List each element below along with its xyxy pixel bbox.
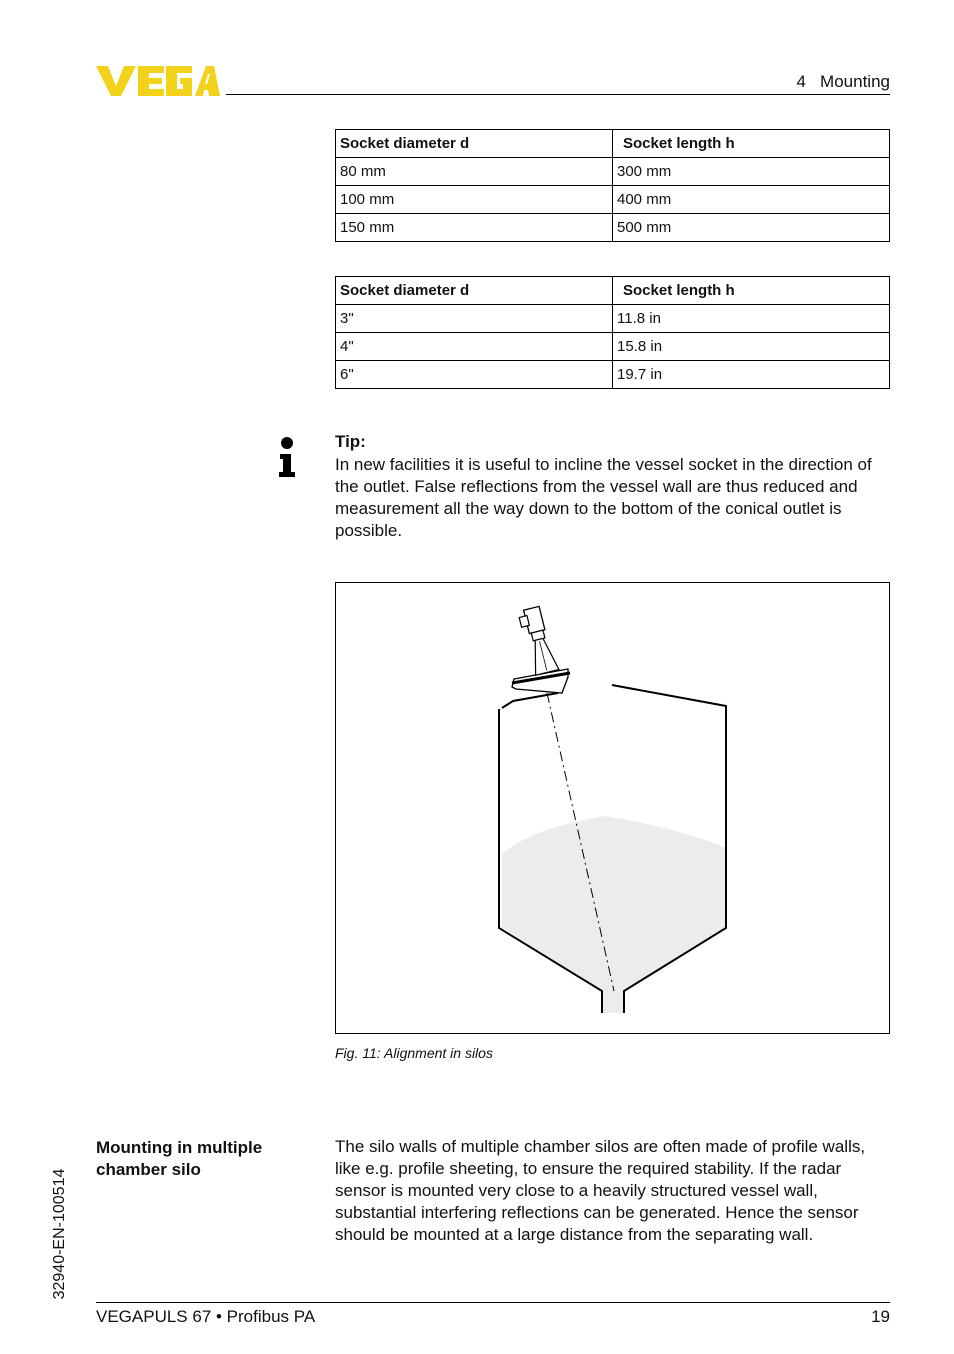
radar-sensor [518,605,559,675]
table-row [336,158,890,186]
table-cell: 19.7 in [613,361,890,389]
page-number: 19 [871,1307,890,1326]
figure-caption: Fig. 11: Alignment in silos [335,1045,493,1061]
silo-figure [335,582,890,1034]
table-cell: 4" [336,333,613,361]
tip-text: In new facilities it is useful to incline the vessel socket in the direction of the outlet. False reflections from the vessel wall are thus reduced and measurement all the way down to the bottom of the conical outlet is possible. [335,455,872,540]
table-header: Socket length h [613,130,890,158]
table-cell: 150 mm [336,214,613,242]
socket-table-metric [335,129,890,242]
header-rule [226,94,890,95]
table-cell: 500 mm [613,214,890,242]
table-cell: 400 mm [613,186,890,214]
socket-table-imperial [335,276,890,389]
table-row [336,305,890,333]
silo-diagram [336,583,889,1033]
footer-product: VEGAPULS 67 • Profibus PA [96,1307,316,1326]
bulk-material [502,816,726,1013]
table-cell: 15.8 in [613,333,890,361]
tip-title: Tip: [335,432,366,451]
table-row [336,361,890,389]
section-heading: Mounting in multiple chamber silo [96,1138,263,1179]
table-cell: 11.8 in [613,305,890,333]
section-title: 4 Mounting [796,72,890,91]
table-cell: 6" [336,361,613,389]
vega-logo [96,62,220,98]
footer-rule [96,1302,890,1303]
table-row [336,333,890,361]
table-cell: 80 mm [336,158,613,186]
document-id: 32940-EN-100514 [51,1168,68,1300]
silo-wall [502,693,558,708]
table-cell: 3" [336,305,613,333]
table-cell: 100 mm [336,186,613,214]
table-row [336,186,890,214]
info-icon [276,436,298,478]
table-header: Socket diameter d [336,130,613,158]
table-cell: 300 mm [613,158,890,186]
table-header: Socket length h [613,277,890,305]
table-row [336,214,890,242]
section-body: The silo walls of multiple chamber silos are often made of profile walls, like e.g. profile sheeting, to ensure the required stability. If the radar sensor is mounted very close to a heavily structured vessel wall, substantial interfering reflections can be generated. Hence the sensor should be mounted at a large distance from the separating wall. [335,1137,866,1244]
table-header: Socket diameter d [336,277,613,305]
